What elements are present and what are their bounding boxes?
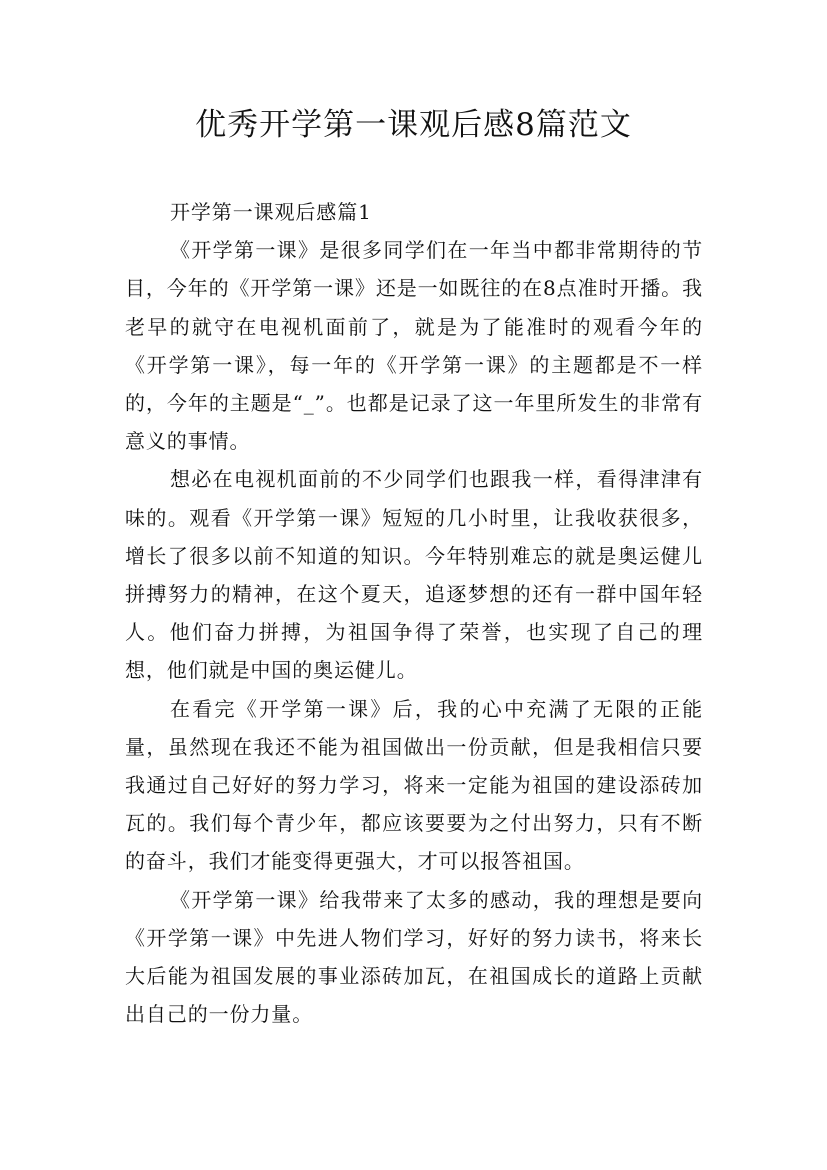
paragraph: 想必在电视机面前的不少同学们也跟我一样，看得津津有味的。观看《开学第一课》短短的几小时里，让我收获很多，增长了很多以前不知道的知识。今年特别难忘的就是奥运健儿拼搏努力的精神，在这个夏天，追逐梦想的还有一群中国年轻人。他们奋力拼搏，为祖国争得了荣誉，也实现了自己的理想，他们就是中国的奥运健儿。 [125,467,703,683]
paragraph: 《开学第一课》给我带来了太多的感动，我的理想是要向《开学第一课》中先进人物们学习，好好的努力读书，将来长大后能为祖国发展的事业添砖加瓦，在祖国成长的道路上贡献出自己的一份力量。 [125,887,703,1027]
paragraph: 在看完《开学第一课》后，我的心中充满了无限的正能量，虽然现在我还不能为祖国做出一份贡献，但是我相信只要我通过自己好好的努力学习，将来一定能为祖国的建设添砖加瓦的。我们每个青少年，都应该要要为之付出努力，只有不断的奋斗，我们才能变得更强大，才可以报答祖国。 [125,696,703,874]
paragraph: 《开学第一课》是很多同学们在一年当中都非常期待的节目，今年的《开学第一课》还是一如既往的在8点准时开播。我老早的就守在电视机面前了，就是为了能准时的观看今年的《开学第一课》，每一年的《开学第一课》的主题都是不一样的，今年的主题是“_”。也都是记录了这一年里所发生的非常有意义的事情。 [125,238,703,454]
section-heading: 开学第一课观后感篇1 [170,200,372,224]
document-title: 优秀开学第一课观后感8篇范文 [195,107,632,143]
document-body [125,193,703,1033]
